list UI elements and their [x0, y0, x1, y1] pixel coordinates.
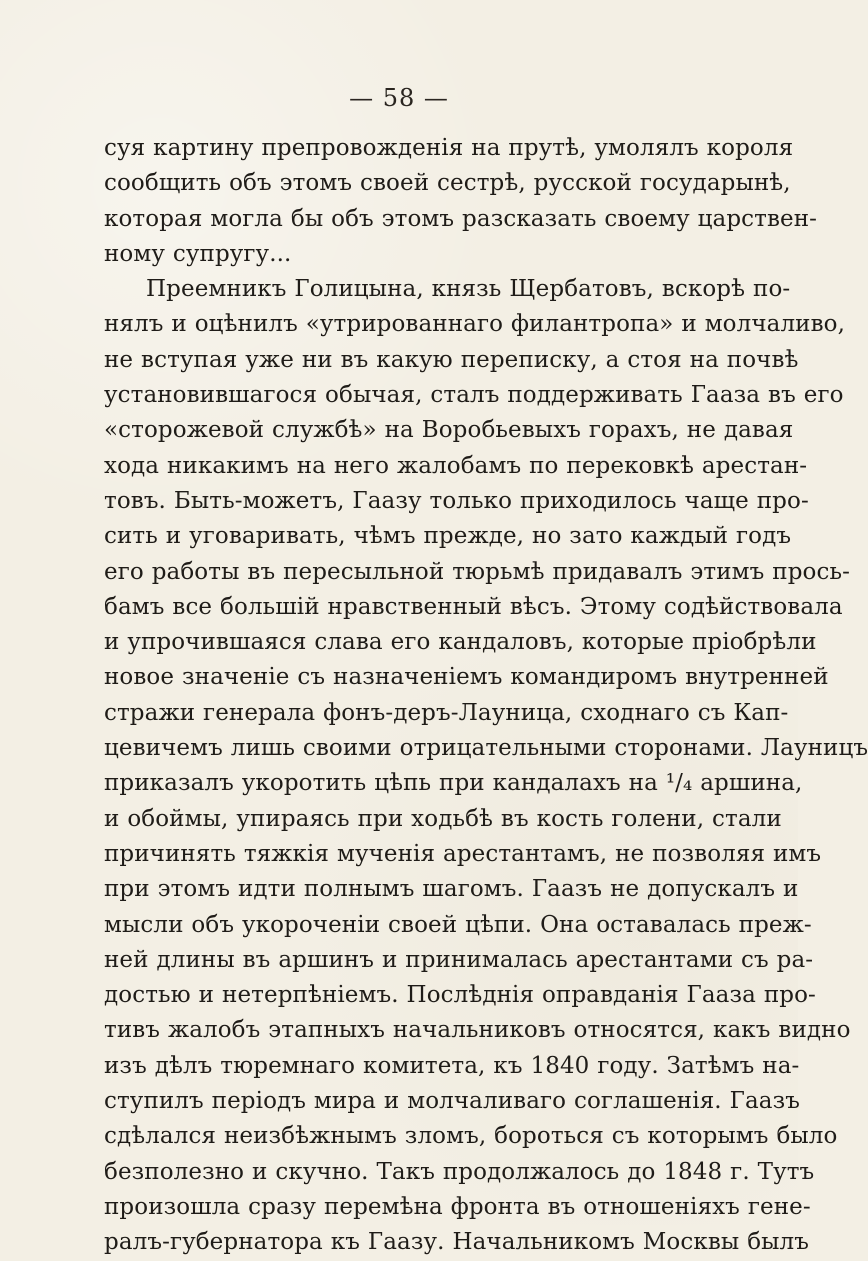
- text-line: причинять тяжкія мученія арестантамъ, не позволяя имъ: [104, 840, 822, 867]
- text-line: его работы въ пересыльной тюрьмѣ придавалъ этимъ прось-: [104, 558, 850, 585]
- text-line: Преемникъ Голицына, князь Щербатовъ, вскорѣ по-: [146, 276, 791, 303]
- text-line: сообщить объ этомъ своей сестрѣ, русской государынѣ,: [104, 170, 791, 197]
- text-line: суя картину препровожденія на прутѣ, умолялъ короля: [104, 135, 794, 161]
- text-line: мысли объ укороченіи своей цѣпи. Она оставалась преж-: [104, 911, 812, 938]
- text-line: хода никакимъ на него жалобамъ по перековкѣ арестан-: [104, 452, 808, 479]
- page-number: — 58 —: [349, 84, 449, 112]
- text-line: которая могла бы объ этомъ разсказать своему царствен-: [104, 205, 818, 232]
- text-line: ступилъ періодъ мира и молчаливаго соглашенія. Гаазъ: [104, 1088, 800, 1115]
- text-line: ралъ-губернатора къ Гаазу. Начальникомъ Москвы былъ: [104, 1229, 810, 1256]
- text-line: произошла сразу перемѣна фронта въ отношеніяхъ гене-: [104, 1193, 811, 1220]
- text-line: стражи генерала фонъ-деръ-Лауница, сходнаго съ Кап-: [104, 699, 789, 726]
- text-line: сить и уговаривать, чѣмъ прежде, но зато каждый годъ: [104, 523, 792, 550]
- text-line: новое значеніе съ назначеніемъ командиромъ внутренней: [104, 664, 829, 691]
- text-line: достью и нетерпѣніемъ. Послѣднія оправданія Гааза про-: [104, 982, 816, 1009]
- text-line: и упрочившаяся слава его кандаловъ, которые пріобрѣли: [104, 629, 817, 656]
- text-line: не вступая уже ни въ какую переписку, а стоя на почвѣ: [104, 346, 799, 373]
- text-line: изъ дѣлъ тюремнаго комитета, къ 1840 году. Затѣмъ на-: [104, 1052, 800, 1079]
- text-line: тивъ жалобъ этапныхъ начальниковъ относятся, какъ видно: [104, 1017, 851, 1044]
- text-line: нялъ и оцѣнилъ «утрированнаго филантропа» и молчаливо,: [104, 311, 846, 338]
- text-line: и обоймы, упираясь при ходьбѣ въ кость голени, стали: [104, 805, 782, 832]
- text-line: ному супругу...: [104, 240, 292, 267]
- text-line: ней длины въ аршинъ и принималась арестантами съ ра-: [104, 946, 814, 973]
- text-line: приказалъ укоротить цѣпь при кандалахъ на ¹/₄ аршина,: [104, 770, 803, 797]
- text-line: безполезно и скучно. Такъ продолжалось до 1848 г. Тутъ: [104, 1158, 815, 1185]
- text-line: цевичемъ лишь своими отрицательными сторонами. Лауницъ: [104, 735, 868, 762]
- text-line: сдѣлался неизбѣжнымъ зломъ, бороться съ которымъ было: [104, 1123, 838, 1150]
- text-line: бамъ все большій нравственный вѣсъ. Этому содѣйствовала: [104, 593, 843, 620]
- text-line: «сторожевой службѣ» на Воробьевыхъ горахъ, не давая: [104, 417, 794, 444]
- text-line: при этомъ идти полнымъ шагомъ. Гаазъ не допускалъ и: [104, 876, 799, 903]
- body-text: [104, 131, 868, 1261]
- text-line: установившагося обычая, сталъ поддерживать Гааза въ его: [104, 382, 844, 409]
- text-line: товъ. Быть-можетъ, Гаазу только приходилось чаще про-: [104, 487, 809, 514]
